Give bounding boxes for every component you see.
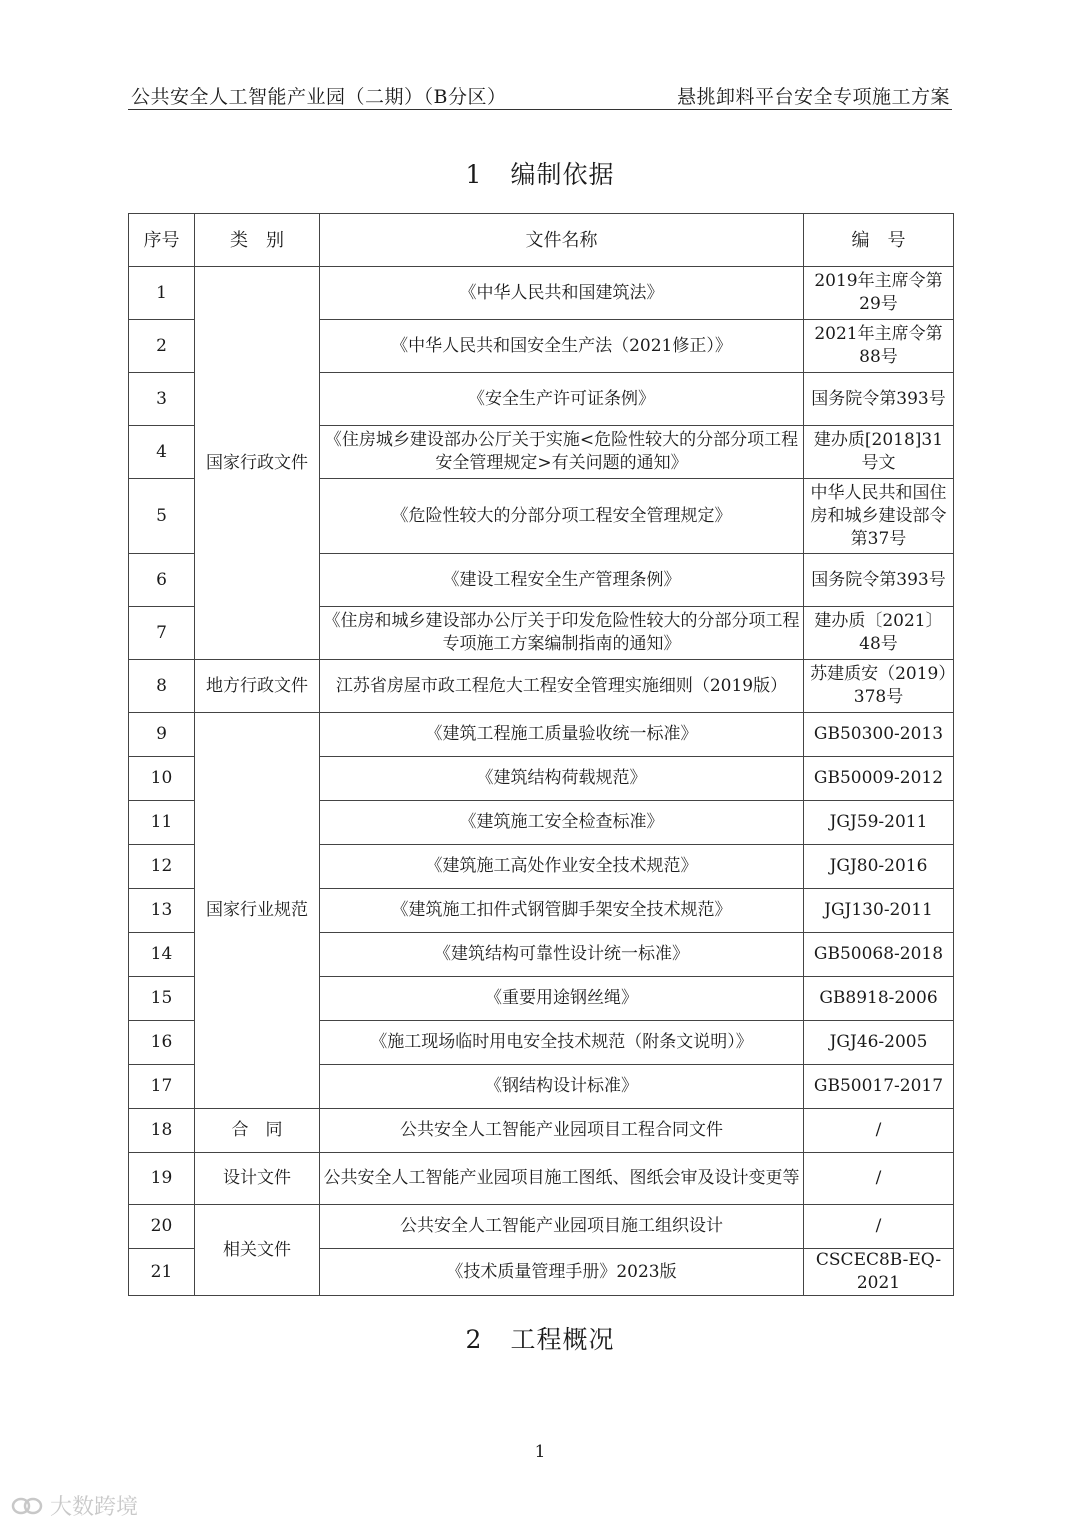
section-2-heading [0, 1320, 1080, 1356]
row-seq: 18 [129, 1109, 195, 1153]
row-seq: 19 [129, 1153, 195, 1205]
row-doc-name: 《住房城乡建设部办公厅关于实施<危险性较大的分部分项工程安全管理规定>有关问题的通知》 [320, 426, 804, 479]
row-doc-name: 《技术质量管理手册》2023版 [320, 1249, 804, 1296]
row-seq: 4 [129, 426, 195, 479]
watermark [10, 1490, 138, 1521]
row-code: / [804, 1205, 954, 1249]
row-seq: 20 [129, 1205, 195, 1249]
row-doc-name: 《建设工程安全生产管理条例》 [320, 554, 804, 607]
row-doc-name: 江苏省房屋市政工程危大工程安全管理实施细则（2019版） [320, 660, 804, 713]
row-code: GB50017-2017 [804, 1065, 954, 1109]
category-cell: 地方行政文件 [195, 660, 320, 713]
row-code: GB50300-2013 [804, 713, 954, 757]
row-seq: 17 [129, 1065, 195, 1109]
row-code: 2021年主席令第88号 [804, 320, 954, 373]
section-1-title: 编制依据 [510, 160, 615, 189]
row-doc-name: 《建筑结构可靠性设计统一标准》 [320, 933, 804, 977]
table-row [129, 267, 954, 320]
row-seq: 8 [129, 660, 195, 713]
table-row [129, 1153, 954, 1205]
row-doc-name: 《中华人民共和国建筑法》 [320, 267, 804, 320]
row-doc-name: 《中华人民共和国安全生产法（2021修正）》 [320, 320, 804, 373]
basis-table [128, 213, 954, 1296]
row-code: 建办质[2018]31号文 [804, 426, 954, 479]
table-row [129, 1205, 954, 1249]
row-code: 国务院令第393号 [804, 554, 954, 607]
header-divider [128, 109, 952, 110]
row-doc-name: 《建筑施工安全检查标准》 [320, 801, 804, 845]
row-code: JGJ80-2016 [804, 845, 954, 889]
row-seq: 5 [129, 479, 195, 554]
row-seq: 9 [129, 713, 195, 757]
row-doc-name: 《住房和城乡建设部办公厅关于印发危险性较大的分部分项工程专项施工方案编制指南的通知》 [320, 607, 804, 660]
header-doc-name: 文件名称 [320, 214, 804, 267]
watermark-text: 大数跨境 [50, 1495, 139, 1520]
row-doc-name: 《钢结构设计标准》 [320, 1065, 804, 1109]
row-seq: 12 [129, 845, 195, 889]
row-doc-name: 公共安全人工智能产业园项目施工组织设计 [320, 1205, 804, 1249]
category-cell: 国家行业规范 [195, 713, 320, 1109]
row-code: GB50009-2012 [804, 757, 954, 801]
header-document-title: 悬挑卸料平台安全专项施工方案 [676, 86, 950, 108]
row-doc-name: 《重要用途钢丝绳》 [320, 977, 804, 1021]
row-seq: 10 [129, 757, 195, 801]
row-code: 苏建质安（2019）378号 [804, 660, 954, 713]
row-doc-name: 公共安全人工智能产业园项目施工图纸、图纸会审及设计变更等 [320, 1153, 804, 1205]
row-code: JGJ59-2011 [804, 801, 954, 845]
row-doc-name: 《建筑施工扣件式钢管脚手架安全技术规范》 [320, 889, 804, 933]
row-seq: 13 [129, 889, 195, 933]
row-code: CSCEC8B-EQ-2021 [804, 1249, 954, 1296]
header-code: 编 号 [804, 214, 954, 267]
section-1-heading [0, 155, 1080, 191]
row-doc-name: 《建筑结构荷载规范》 [320, 757, 804, 801]
row-code: JGJ46-2005 [804, 1021, 954, 1065]
row-doc-name: 《建筑施工高处作业安全技术规范》 [320, 845, 804, 889]
category-cell: 相关文件 [195, 1205, 320, 1296]
row-code: GB50068-2018 [804, 933, 954, 977]
row-code: / [804, 1109, 954, 1153]
row-code: GB8918-2006 [804, 977, 954, 1021]
row-code: 中华人民共和国住房和城乡建设部令第37号 [804, 479, 954, 554]
table-header-row [129, 214, 954, 267]
row-seq: 2 [129, 320, 195, 373]
row-seq: 11 [129, 801, 195, 845]
row-seq: 6 [129, 554, 195, 607]
page-number: 1 [534, 1442, 546, 1462]
row-seq: 16 [129, 1021, 195, 1065]
row-doc-name: 《安全生产许可证条例》 [320, 373, 804, 426]
row-doc-name: 公共安全人工智能产业园项目工程合同文件 [320, 1109, 804, 1153]
section-1-number: 1 [465, 160, 483, 189]
table-row [129, 713, 954, 757]
table-row [129, 1109, 954, 1153]
section-2-number: 2 [465, 1325, 483, 1354]
row-code: JGJ130-2011 [804, 889, 954, 933]
category-cell: 合 同 [195, 1109, 320, 1153]
row-seq: 14 [129, 933, 195, 977]
link-logo-icon [10, 1494, 44, 1518]
row-seq: 21 [129, 1249, 195, 1296]
row-seq: 1 [129, 267, 195, 320]
row-code: 国务院令第393号 [804, 373, 954, 426]
section-2-title: 工程概况 [510, 1325, 615, 1354]
row-code: 建办质〔2021〕48号 [804, 607, 954, 660]
header-project-name: 公共安全人工智能产业园（二期）（B分区） [131, 86, 507, 108]
row-doc-name: 《施工现场临时用电安全技术规范（附条文说明）》 [320, 1021, 804, 1065]
row-doc-name: 《建筑工程施工质量验收统一标准》 [320, 713, 804, 757]
table-row [129, 660, 954, 713]
category-cell: 设计文件 [195, 1153, 320, 1205]
row-seq: 15 [129, 977, 195, 1021]
header-category: 类 别 [195, 214, 320, 267]
header-seq: 序号 [129, 214, 195, 267]
row-doc-name: 《危险性较大的分部分项工程安全管理规定》 [320, 479, 804, 554]
row-seq: 3 [129, 373, 195, 426]
row-seq: 7 [129, 607, 195, 660]
category-cell: 国家行政文件 [195, 267, 320, 660]
row-code: 2019年主席令第29号 [804, 267, 954, 320]
row-code: / [804, 1153, 954, 1205]
